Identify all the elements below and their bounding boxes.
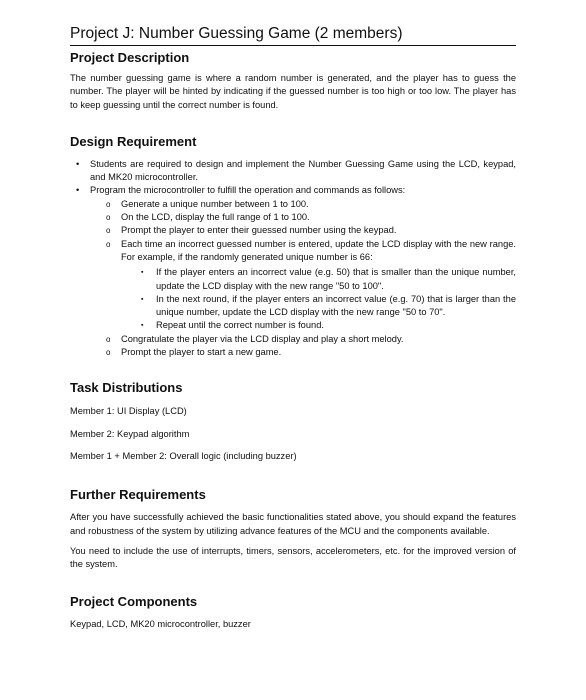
sub-list-item: o Congratulate the player via the LCD display and play a short melody. xyxy=(70,333,516,346)
heading-further-requirements: Further Requirements xyxy=(70,487,206,503)
sub-list-item: o On the LCD, display the full range of 1 to 100. xyxy=(70,211,516,224)
task-line: Member 1: UI Display (LCD) xyxy=(70,406,187,417)
section-project-components xyxy=(70,593,516,631)
sub-sub-list-item: ▪ In the next round, if the player enters an incorrect value (e.g. 70) that is larger than the unique number, update the LCD display with the new range "50 to 70". xyxy=(141,293,516,318)
section-design-requirement xyxy=(70,133,516,359)
circle-marker: o xyxy=(106,226,111,236)
circle-marker: o xyxy=(106,334,111,344)
task-line: Member 2: Keypad algorithm xyxy=(70,428,190,439)
task-line: Member 1 + Member 2: Overall logic (including buzzer) xyxy=(70,450,297,461)
bullet-marker: • xyxy=(76,185,80,196)
document-page xyxy=(70,24,516,632)
further-paragraph: After you have successfully achieved the basic functionalities stated above, you should expand the features and robustness of the system by utilizing advance features of the MCU and the components available. xyxy=(70,512,516,536)
circle-marker: o xyxy=(106,199,111,209)
sub-sub-list-item: ▪ If the player enters an incorrect value (e.g. 50) that is smaller than the unique number, update the LCD display with the new range "50 to 100". xyxy=(141,267,516,291)
square-marker: ▪ xyxy=(141,322,144,330)
heading-project-description: Project Description xyxy=(70,50,190,65)
square-marker: ▪ xyxy=(141,295,144,303)
circle-marker: o xyxy=(106,348,111,358)
circle-marker: o xyxy=(106,213,111,223)
description-paragraph: The number guessing game is where a random number is generated, and the player has to guess the number. The player will be hinted by indicating if the guessed number is too high or too low. The player has to keep guessing until the correct number is found. xyxy=(70,73,516,110)
heading-design-requirement: Design Requirement xyxy=(70,133,197,149)
components-line: Keypad, LCD, MK20 microcontroller, buzzer xyxy=(70,619,251,630)
section-task-distributions xyxy=(70,379,516,463)
section-further-requirements xyxy=(70,486,516,571)
sub-list-item: o Prompt the player to enter their guessed number using the keypad. xyxy=(70,224,516,237)
sub-sub-list-item: ▪ Repeat until the correct number is found. xyxy=(70,319,516,332)
circle-marker: o xyxy=(106,239,111,249)
sub-list-item: o Each time an incorrect guessed number is entered, update the LCD display with the new range. For example, if the randomly generated unique number is 66: xyxy=(106,238,516,262)
bullet-marker: • xyxy=(76,158,80,169)
further-paragraph: You need to include the use of interrupts, timers, sensors, accelerometers, etc. for the improved version of the system. xyxy=(70,545,516,570)
square-marker: ▪ xyxy=(141,269,144,277)
design-list xyxy=(70,158,516,359)
list-item: • Program the microcontroller to fulfill the operation and commands as follows: xyxy=(70,184,516,197)
heading-project-components: Project Components xyxy=(70,594,198,610)
section-project-description xyxy=(70,49,516,112)
sub-list-item: o Prompt the player to start a new game. xyxy=(70,346,516,359)
sub-list-item: o Generate a unique number between 1 to 100. xyxy=(70,198,516,211)
heading-task-distributions: Task Distributions xyxy=(70,380,183,396)
list-item: • Students are required to design and implement the Number Guessing Game using the LCD, keypad, and MK20 microcontroller. xyxy=(76,158,516,183)
document-title: Project J: Number Guessing Game (2 members) xyxy=(70,24,516,46)
